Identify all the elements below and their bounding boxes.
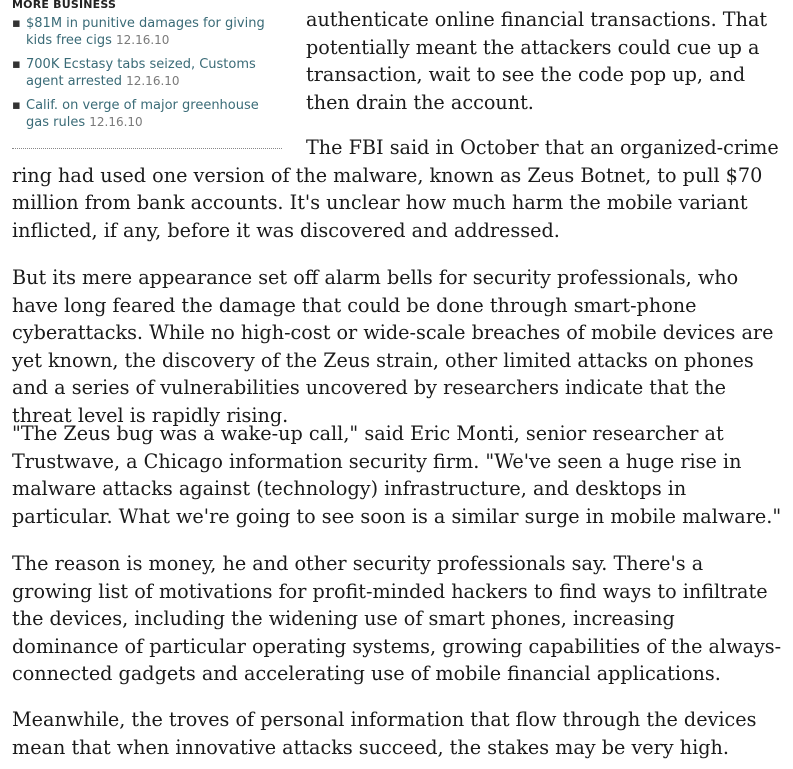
article-paragraph: Meanwhile, the troves of personal information that flow through the devices mean that when innovative attacks succeed, the stakes may be very high. [12, 708, 757, 759]
sidebar-list [12, 15, 284, 131]
sidebar-headline-link[interactable]: Calif. on verge of major greenhouse gas rules [26, 98, 259, 130]
sidebar-list-item [12, 97, 284, 131]
article-paragraph: "The Zeus bug was a wake-up call," said Eric Monti, senior researcher at Trustwave, a Chicago information security firm. "We've seen a huge rise in malware attacks against (technology) infrastructure, and desktops in particular. What we're going to see soon is a similar surge in mobile malware." [12, 422, 782, 528]
sidebar-date: 12.16.10 [89, 115, 143, 129]
article-paragraph: authenticate online financial transactions. That potentially meant the attackers could cue up a transaction, wait to see the code pop up, and then drain the account. [306, 8, 768, 114]
bullet-icon: ▪ [12, 98, 21, 113]
bullet-icon: ▪ [12, 57, 21, 72]
article-paragraph: The reason is money, he and other security professionals say. There's a growing list of motivations for profit-minded hackers to find ways to infiltrate the devices, including the widening use of smart phones, increasing dominance of particular operating systems, growing capabilities of the always-connected gadgets and accelerating use of mobile financial applications. [12, 552, 782, 685]
more-business-sidebar [12, 0, 284, 138]
sidebar-heading: MORE BUSINESS [12, 0, 117, 11]
sidebar-date: 12.16.10 [116, 33, 170, 47]
sidebar-list-item [12, 56, 284, 90]
article-paragraph-text: The FBI said in October that an organized-crime ring had used one version of the malware, known as Zeus Botnet, to pull $70 million from bank accounts. It's unclear how much harm the mobile variant inflicted, if any, before it was discovered and addressed. [12, 136, 779, 242]
sidebar-headline-link[interactable]: $81M in punitive damages for giving kids free cigs [26, 16, 265, 48]
article-paragraph: But its mere appearance set off alarm bells for security professionals, who have long feared the damage that could be done through smart-phone cyberattacks. While no high-cost or wide-scale breaches of mobile devices are yet known, the discovery of the Zeus strain, other limited attacks on phones and a series of vulnerabilities uncovered by researchers indicate that the threat level is rapidly rising. [12, 266, 774, 427]
sidebar-date: 12.16.10 [126, 74, 180, 88]
bullet-icon: ▪ [12, 16, 21, 31]
article-paragraph [12, 134, 782, 244]
sidebar-headline-link[interactable]: 700K Ecstasy tabs seized, Customs agent arrested [26, 57, 256, 89]
sidebar-wrap-spacer [12, 134, 306, 161]
sidebar-list-item [12, 15, 284, 49]
